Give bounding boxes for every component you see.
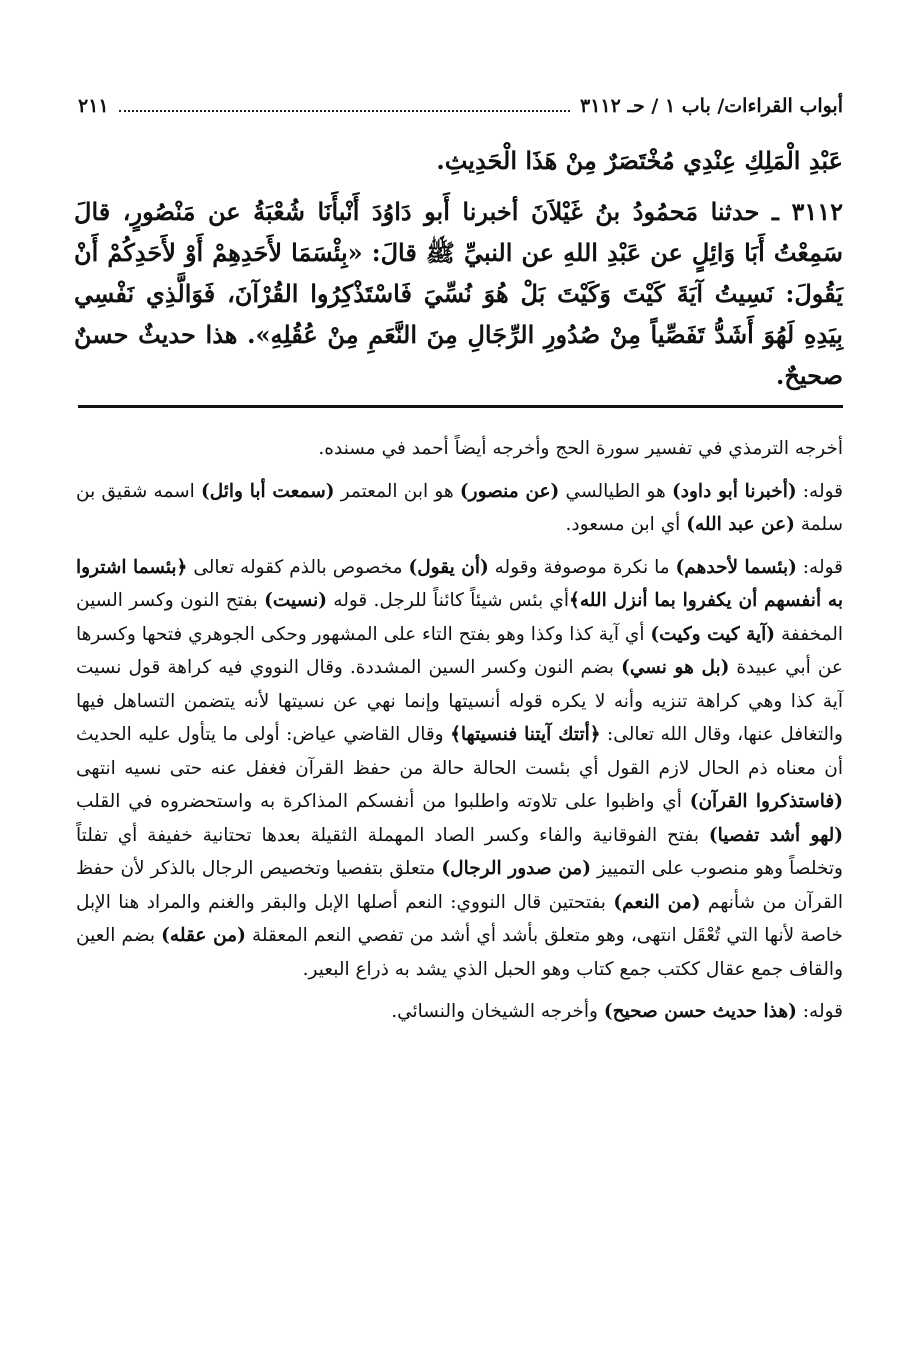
quoted-term: (بل هو نسي): [621, 657, 730, 678]
text-span: بفتح الفوقانية والفاء وكسر الصاد المهملة الثقيلة بعدها تحتانية خفيفة أي تفلتاً وتخلصاً وهو منصوب على التمييز: [76, 824, 843, 879]
text-span: بفتح النون وكسر السين المخففة: [76, 590, 843, 645]
quoted-term: (أن يقول): [408, 556, 489, 578]
text-span: بضم العين والقاف جمع عقال ككتب جمع كتاب وهو الحبل الذي يشد به ذراع البعير.: [76, 925, 843, 980]
hadith-text-block: [74, 140, 843, 396]
quoted-term: (من عقله): [161, 925, 246, 946]
hadith-body: حدثنا مَحمُودُ بنُ غَيْلاَنَ أخبرنا أَبو دَاوُدَ أَنْبأَنَا شُعْبَةُ عن مَنْصُورٍ، قالَ سَمِعْتُ أَبَا وَائِلٍ عن عَبْدِ اللهِ عن النبيِّ ﷺ قالَ: «بِئْسَمَا لأَحَدِهِمْ أَوْ لأَحَدِكُمْ أَنْ يَقُولَ: نَسِيتُ آيَةَ كَيْتَ وَكَيْتَ بَلْ هُوَ نُسِّيَ فَاسْتَذْكِرُوا القُرْآنَ، فَوَالَّذِي نَفْسِي بِيَدِهِ لَهُوَ أَشَدُّ تَفَصِّياً مِنْ صُدُورِ الرِّجَالِ مِنَ النَّعَمِ مِنْ عُقُلِهِ». هذا حديثٌ حسنٌ صحيحٌ.: [74, 197, 843, 390]
text-span: وأخرجه الشيخان والنسائي.: [391, 1001, 604, 1022]
text-span: قوله:: [796, 480, 843, 502]
quoted-term: (من النعم): [613, 891, 701, 913]
text-span: أي ابن مسعود.: [565, 514, 687, 535]
quran-quote: ﴿أتتك آيتنا فنسيتها﴾: [450, 724, 601, 745]
quoted-term: (هذا حديث حسن صحيح): [603, 1001, 797, 1022]
running-header: [78, 90, 843, 122]
text-span: اسمه شقيق بن سلمة: [76, 480, 843, 535]
quoted-term: (بئسما لأحدهم): [675, 556, 797, 578]
footnote-divider: [78, 405, 843, 408]
text-span: بضم النون وكسر السين المشددة. وقال النووي فيه كراهة قول نسيت آية كذا وهي كراهة تنزيه وأنه لا يكره قوله أنسيتها وإنما نهي عن نسيتها لأنه يتضمن التساهل فيها والتغافل عنها، وقال الله تعالى:: [76, 657, 843, 745]
text-span: أي آية كذا وكذا وهو بفتح التاء على المشهور وحكى الجوهري فتحها وكسرها عن أبي عبيدة: [76, 623, 843, 678]
text-span: قوله:: [796, 1001, 843, 1022]
text-span: متعلق بتفصيا وتخصيص الرجال بالذكر لأن حفظ القرآن من شأنهم: [76, 858, 843, 913]
quoted-term: (عن منصور): [459, 480, 560, 502]
leader-dots: [119, 100, 570, 112]
hadith-number: ٣١١٢ ـ: [771, 197, 844, 226]
section-title: أبواب القراءات/ باب ١ / حـ ٣١١٢: [580, 95, 843, 117]
text-span: بفتحتين قال النووي: النعم أصلها الإبل والبقر والغنم والمراد هنا الإبل خاصة لأنها التي تُعْقَل انتهى، وهو متعلق بأشد أي أشد من تفصي النعم المعقلة: [76, 891, 843, 946]
quoted-term: (عن عبد الله): [686, 514, 795, 535]
text-span: قوله:: [796, 556, 843, 578]
commentary-paragraph-2: [76, 475, 843, 542]
text-span: هو الطيالسي: [559, 480, 672, 502]
page-number: ٢١١: [78, 95, 109, 117]
quoted-term: (نسيت): [264, 590, 328, 611]
text-span: وقال القاضي عياض: أولى ما يتأول عليه الحديث أن معناه ذم الحال لازم القول أي بئست الحالة حالة من حفظ القرآن فغفل عنه حتى نسيه انتهى: [76, 724, 843, 779]
text-span: أي بئس شيئاً كائناً للرجل. قوله: [327, 590, 570, 611]
commentary-paragraph-1: أخرجه الترمذي في تفسير سورة الحج وأخرجه أيضاً أحمد في مسنده.: [318, 438, 843, 459]
commentary-paragraph-3: [76, 551, 843, 987]
quoted-term: (لهو أشد تفصيا): [708, 824, 843, 846]
previous-hadith-continuation: عَبْدِ الْمَلِكِ عِنْدِي مُخْتَصَرٌ مِنْ هَذَا الْحَدِيثِ.: [436, 146, 843, 175]
quoted-term: (فاستذكروا القرآن): [689, 791, 843, 812]
quoted-term: (من صدور الرجال): [441, 858, 591, 879]
hadith-paragraph: [74, 191, 843, 396]
quoted-term: (أخبرنا أبو داود): [672, 480, 797, 502]
commentary-block: [76, 432, 843, 1038]
text-span: مخصوص بالذم كقوله تعالى: [187, 556, 409, 578]
text-span: أي واظبوا على تلاوته واطلبوا من أنفسكم المذاكرة به واستحضروه في القلب: [76, 791, 690, 812]
text-span: هو ابن المعتمر: [334, 480, 460, 502]
text-span: ما نكرة موصوفة وقوله: [488, 556, 676, 578]
commentary-paragraph-4: [76, 995, 843, 1029]
quoted-term: (سمعت أبا وائل): [200, 480, 335, 502]
quran-quote: ﴿بئسما اشتروا به أنفسهم أن يكفروا بما أنزل الله﴾: [76, 556, 843, 611]
quoted-term: (آية كيت وكيت): [650, 623, 776, 645]
